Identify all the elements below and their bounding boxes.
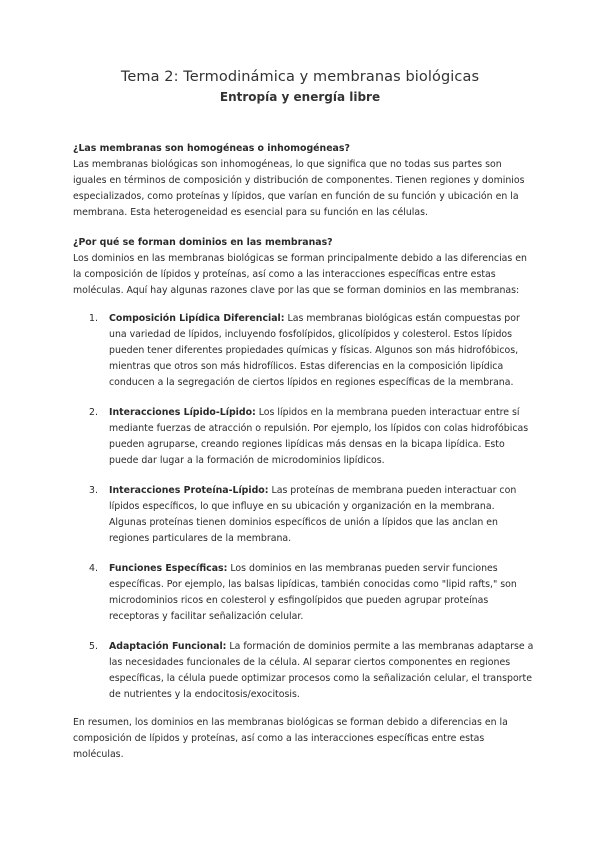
list-item [73, 639, 535, 703]
list-item [73, 483, 535, 547]
list-number: 5. [89, 641, 98, 652]
section-question: ¿Las membranas son homogéneas o inhomogéneas? [73, 143, 350, 154]
page-subtitle: Entropía y energía libre [219, 90, 381, 104]
list-number: 3. [89, 485, 98, 496]
list-number: 1. [89, 313, 98, 324]
list-item [73, 405, 535, 469]
list-text: Las membranas biológicas están compuestas por una variedad de lípidos, incluyendo fosfolípidos, glicolípidos y colesterol. Estos lípidos pueden tener diferentes propiedades químicas y físicas. Algunos son más hidrofóbicos, mientras que otros son más hidrofílicos. Estas diferencias en la composición lipídica conducen a la segregación de ciertos lípidos en regiones específicas de la membrana. [109, 313, 520, 388]
list-number: 4. [89, 563, 98, 574]
section-question: ¿Por qué se forman dominios en las membranas? [73, 237, 333, 248]
list-text: Los lípidos en la membrana pueden interactuar entre sí mediante fuerzas de atracción o repulsión. Por ejemplo, los lípidos con colas hidrofóbicas pueden agruparse, creando regiones lipídicas más densas en la bicapa lipídica. Esto puede dar lugar a la formación de microdominios lipídicos. [109, 407, 529, 466]
section-domains [73, 235, 535, 299]
list-item [73, 561, 535, 625]
list-term: Interacciones Lípido-Lípido: [109, 407, 256, 418]
section-answer: Las membranas biológicas son inhomogéneas, lo que significa que no todas sus partes son iguales en términos de composición y distribución de componentes. Tienen regiones y dominios especializados, como proteínas y lípidos, que varían en función de su función y ubicación en la membrana. Esta heterogeneidad es esencial para su función en las células. [73, 159, 525, 218]
section-answer: Los dominios en las membranas biológicas se forman principalmente debido a las diferencias en la composición de lípidos y proteínas, así como a las interacciones específicas entre estas moléculas. Aquí hay algunas razones clave por las que se forman dominios en las membranas: [73, 253, 527, 296]
conclusion-paragraph: En resumen, los dominios en las membranas biológicas se forman debido a diferencias en la composición de lípidos y proteínas, así como a las interacciones específicas entre estas moléculas. [73, 717, 508, 760]
list-term: Composición Lipídica Diferencial: [109, 313, 285, 324]
list-text: Las proteínas de membrana pueden interactuar con lípidos específicos, lo que influye en su ubicación y organización en la membrana. Algunas proteínas tienen dominios específicos de unión a lípidos que las anclan en regiones particulares de la membrana. [109, 485, 517, 544]
page-title: Tema 2: Termodinámica y membranas biológicas [120, 69, 480, 85]
list-item [73, 311, 535, 391]
section-homogeneity [73, 141, 535, 221]
list-text: La formación de dominios permite a las membranas adaptarse a las necesidades funcionales de la célula. Al separar ciertos componentes en regiones específicas, la célula puede optimizar procesos como la señalización celular, el transporte de nutrientes y la endocitosis/exocitosis. [109, 641, 534, 700]
list-number: 2. [89, 407, 98, 418]
list-term: Interacciones Proteína-Lípido: [109, 485, 269, 496]
list-term: Adaptación Funcional: [109, 641, 227, 652]
list-text: Los dominios en las membranas pueden servir funciones específicas. Por ejemplo, las balsas lipídicas, también conocidas como "lipid rafts," son microdominios ricos en colesterol y esfingolípidos que pueden agrupar proteínas receptoras y facilitar señalización celular. [109, 563, 517, 622]
reasons-list [73, 311, 535, 717]
list-term: Funciones Específicas: [109, 563, 228, 574]
